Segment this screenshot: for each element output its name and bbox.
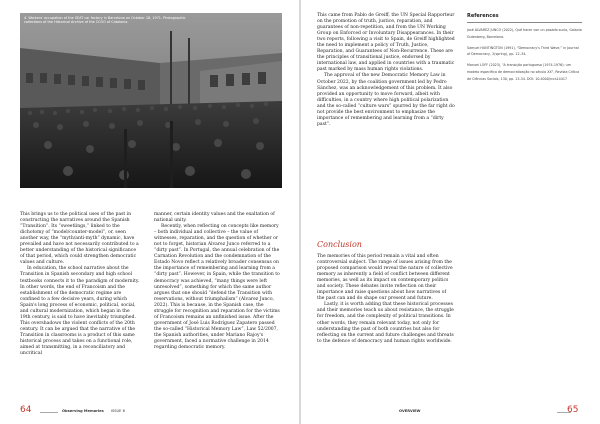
paragraph: Recently, when reflecting on concepts like memory – both individual and collective – the value of witnesses, reparation, and the question of whether or not to forget, historian Alvarez Junco referred to a “dirty past”. In Portugal, the annual celebration of the Carnation Revolution and the condemnation of the Estado Novo reflect a relatively broader consensus on the importance of remembering and learning from a “dirty past”. However, in Spain, while the transition to democracy was achieved, “many things were left unresolved”, something for which the same author argues that one should “defend the Transition with reservations, without triumphalism” (Alvarez Junco, 2022). This is because, in the Spanish case, the struggle for recognition and reparation for the victims of Francoism remains an unfinished issue. After the government of José Luis Rodríguez Zapatero passed the so-called “Historical Memory Law”, Law 52/2007, the Spanish authorities, under Mariano Rajoy's government, faced a normative challenge in 2014 regarding democratic memory. [154,224,280,351]
page-number-right: 65 [567,405,579,415]
page-number-left: 64 [20,405,32,415]
conclusion-heading: Conclusion [317,240,362,249]
left-column-1 [20,212,140,357]
reference-item: Manuel LOFF (2023), “A transição portuguesa (1974-1976): um modelo específico de democratização no século XX”, Revista Crítica de Ciências Sociais, 130, pp. 13-34. DOI: 10.4000/rccs14417 [467,63,580,81]
paragraph: This brings us to the political uses of the past in constructing the narratives around the Spanish “Transition”. Its “sweetlings,” linked to the dichotomy of “model/counter-model”, or, seen another way, the “myth/anti-myth” dynamic, have prevailed and have not necessarily contributed to a better understanding of the historical significance of that period, which could strengthen democratic values and culture. [20,212,139,266]
footer-title: Observing Memories [62,409,104,413]
reference-item: José ÁLVAREZ JUNCO (2022), Qué hacer con un pasado sucio, Galaxia Gutenberg, Barcelona. [467,28,582,39]
paragraph: This came from Pablo de Greiff, the UN Special Rapporteur on the promotion of truth, justice, reparation, and guarantees of non-repetition, and from the UN Working Group on Enforced or Involuntary Disappearances. In their two reports, following a visit to Spain, de Greiff highlighted the need to implement a policy of Truth, Justice, Reparation, and Guarantees of Non-Recurrence. These are the principles of transitional justice, endorsed by international law, and applied in countries with a traumatic past marked by mass human rights violations. [317,13,455,73]
paragraph: manner, certain identity values and the exaltation of national unity. [154,212,275,224]
paragraph: Lastly, it is worth adding that these historical processes and their memories teach us about resistance, the struggle for freedom, and the complexity of political transitions. In other words, they remain relevant today, not only for understanding the past of both countries but also for reflecting on the current and future challenges and threats to the defence of democracy and human rights worldwide. [317,302,454,344]
right-page [301,0,600,424]
photo-caption: 4. Workers' occupation of the SEAT car factory in Barcelona on October 18, 1971. Photographic collections of the Historical Archive of the CCOO of Catalonia. [24,16,186,25]
footer-section-label: OVERVIEW [399,409,421,413]
left-column-2 [154,212,280,351]
footer-publication [62,409,125,413]
references-section [467,13,582,87]
footer-issue: ISSUE 6 [110,409,125,413]
reference-item: Samuel HUNTINGTON (1991), “Democracy's Third Wave,” in Journal of Democracy, 2(spring), pp. 12–34. [467,45,579,57]
paragraph: The memories of this period remain a vital and often controversial subject. The range of issues arising from the proposed comparison would reveal the nature of collective memory as inherently a field of conflict between different memories, as well as its impact on contemporary politics and society. These debates invite reflection on their importance and raise questions about how narratives of the past can and do shape our present and future. [317,254,453,302]
footer-section [399,409,421,413]
factory-occupation-photo [20,13,282,188]
left-page [0,0,299,424]
paragraph: The approval of the new Democratic Memory Law in October 2022, by the coalition government led by Pedro Sánchez, was an acknowledgement of this problem. It also provided an opportunity to move forward, albeit with difficulties, in a country where high political polarization and the so-called “culture wars” spurred by the far right do not provide the best environment to emphasize the importance of remembering and learning from a “dirty past”. [317,73,455,127]
crowd-photo-image [20,13,282,188]
right-column-2 [317,254,455,345]
references-heading: References [467,13,582,23]
right-column-1 [317,13,455,128]
paragraph: In education, the school narrative about the Transition in Spanish secondary and high school textbooks connects it to the paradigm of modernity. In other words, the end of Francoism and the establishment of the democratic regime are confined to a few decisive years, during which Spain's long process of economic, political, social, and cultural modernization, which began in the 19th century, is said to have inevitably triumphed. This overshadows the violent conflicts of the 20th century. It can be argued that the narrative of the Transition in classrooms is a product of this same historical process and takes on a functional role, aimed at transmitting, in a reconciliatory and uncritical [20,266,140,357]
footer-divider [40,412,58,413]
